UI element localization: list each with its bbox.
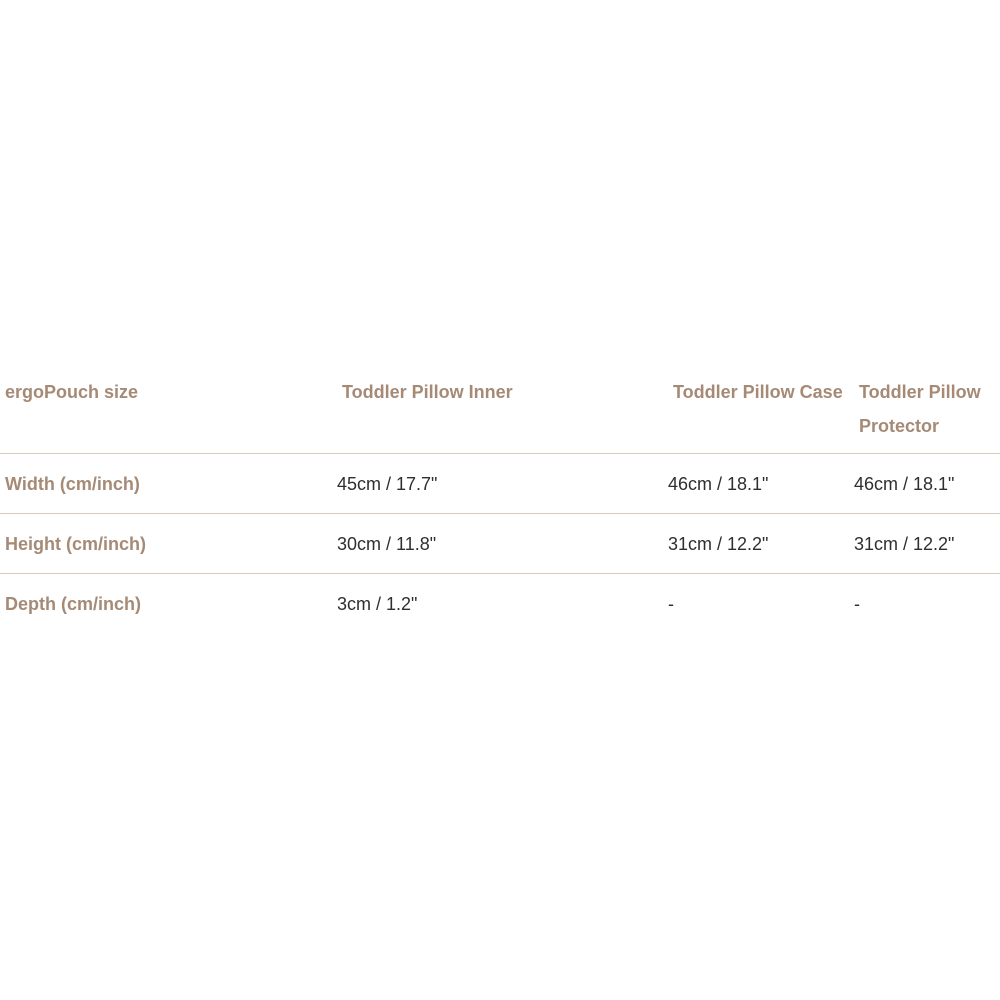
header-pillow-case: Toddler Pillow Case [668,366,854,454]
table-header-row [0,366,1000,454]
header-pillow-inner: Toddler Pillow Inner [337,366,668,454]
header-size-label: ergoPouch size [0,366,337,454]
row-label-depth: Depth (cm/inch) [5,593,142,614]
size-chart-table [0,366,1000,633]
cell-height-inner: 30cm / 11.8" [337,514,668,574]
cell-width-protector: 46cm / 18.1" [854,454,1000,514]
cell-height-case: 31cm / 12.2" [668,514,854,574]
row-label-height: Height (cm/inch) [0,514,337,574]
cell-depth-protector: - [854,593,860,614]
row-label-width: Width (cm/inch) [0,454,337,514]
header-pillow-protector: Toddler Pillow Protector [854,366,1000,454]
cell-width-case: 46cm / 18.1" [668,454,854,514]
cell-height-protector: 31cm / 12.2" [854,514,1000,574]
cell-depth-case: - [668,593,674,614]
table-row-height [0,514,1000,574]
cell-width-inner: 45cm / 17.7" [337,454,668,514]
table-row-width [0,454,1000,514]
table-row-depth [0,574,1000,634]
cell-depth-inner: 3cm / 1.2" [337,593,418,614]
